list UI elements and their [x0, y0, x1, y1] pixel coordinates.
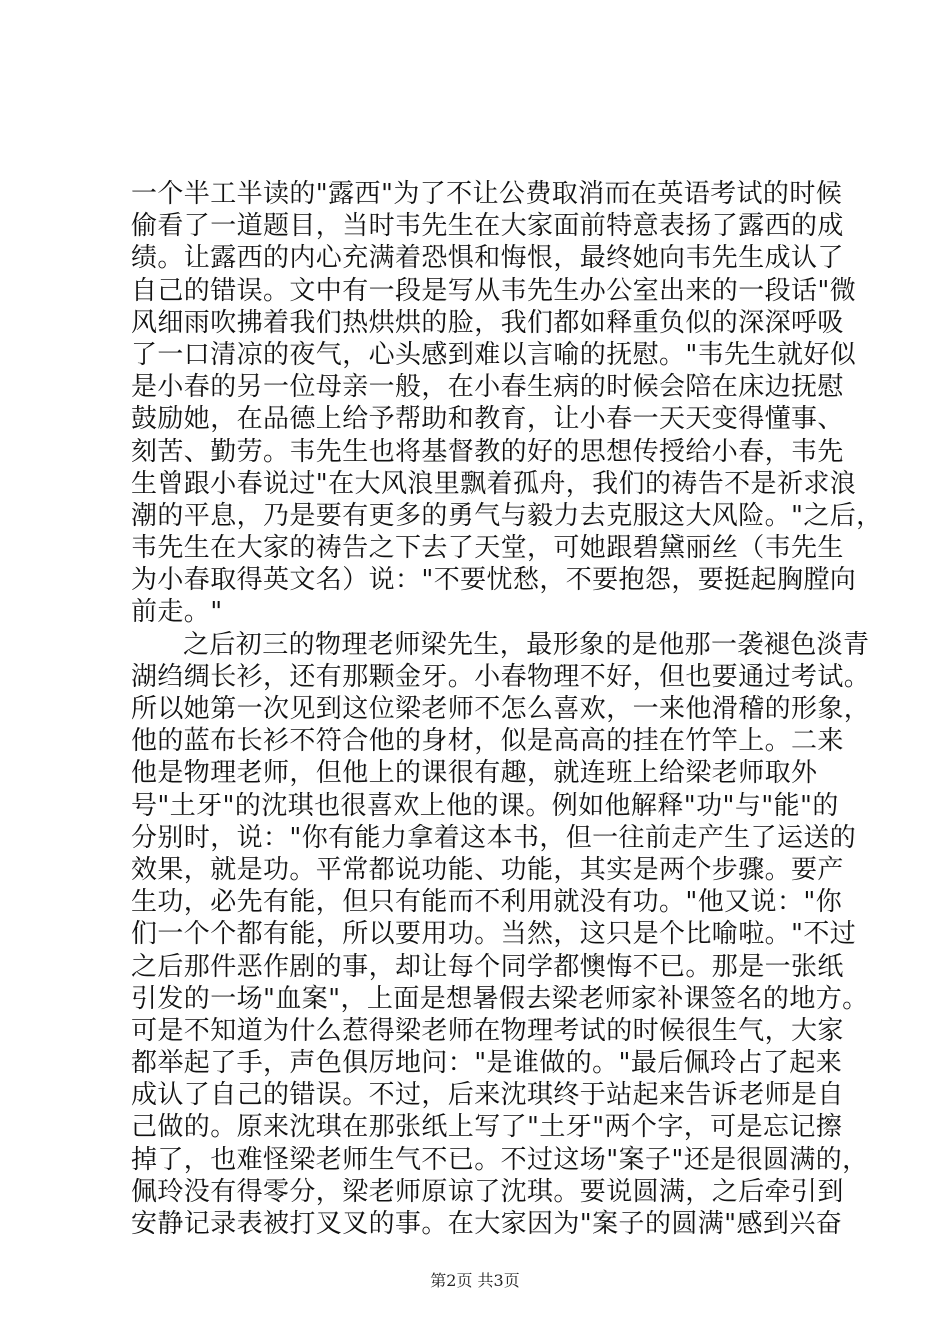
document-body: [131, 178, 883, 1240]
text-line: 安静记录表被打叉叉的事。在大家因为"案子的圆满"感到兴奋: [131, 1209, 843, 1239]
text-line: 了一口清凉的夜气，心头感到难以言喻的抚慰。"韦先生就好似: [131, 339, 857, 370]
text-line: 偷看了一道题目，当时韦先生在大家面前特意表扬了露西的成: [131, 211, 844, 242]
text-line: 掉了，也难怪梁老师生气不已。不过这场"案子"还是很圆满的，: [131, 1144, 869, 1175]
paragraph-2: [131, 629, 871, 1241]
text-line: 前走。": [131, 597, 223, 628]
text-line: 号"土牙"的沈琪也很喜欢上他的课。例如他解释"功"与"能"的: [131, 790, 839, 821]
text-line: 鼓励她，在品德上给予帮助和教育，让小春一天天变得懂事、: [131, 404, 844, 435]
text-line: 绩。让露西的内心充满着恐惧和悔恨，最终她向韦先生成认了: [131, 243, 844, 274]
text-line: 己做的。原来沈琪在那张纸上写了"土牙"两个字，可是忘记擦: [131, 1112, 843, 1143]
text-line: 自己的错误。文中有一段是写从韦先生办公室出来的一段话"微: [131, 275, 857, 306]
text-line: 所以她第一次见到这位梁老师不怎么喜欢，一来他滑稽的形象，: [131, 694, 871, 724]
text-line: 湖绉绸长衫，还有那颗金牙。小春物理不好，但也要通过考试。: [131, 661, 871, 692]
text-line: 佩玲没有得零分，梁老师原谅了沈琪。要说圆满，之后牵引到: [131, 1176, 844, 1207]
paragraph-1: [131, 178, 883, 629]
text-line: 一个半工半读的"露西"为了不让公费取消而在英语考试的时候: [131, 179, 843, 209]
text-line: 成认了自己的错误。不过，后来沈琪终于站起来告诉老师是自: [131, 1080, 844, 1111]
text-line: 为小春取得英文名）说："不要忧愁，不要抱怨，要挺起胸膛向: [131, 565, 857, 596]
text-line: 生功，必先有能，但只有能而不利用就没有功。"他又说："你: [131, 887, 843, 918]
page-number-footer: 第2页 共3页: [430, 1271, 520, 1290]
text-line: 生曾跟小春说过"在大风浪里飘着孤舟，我们的祷告不是祈求浪: [131, 468, 857, 499]
text-line: 效果，就是功。平常都说功能、功能，其实是两个步骤。要产: [131, 854, 844, 885]
text-line: 们一个个都有能，所以要用功。当然，这只是个比喻啦。"不过: [131, 919, 857, 950]
text-line: 可是不知道为什么惹得梁老师在物理考试的时候很生气，大家: [131, 1015, 844, 1046]
text-line: 都举起了手，声色俱厉地问："是谁做的。"最后佩玲占了起来: [131, 1048, 843, 1079]
text-line: 潮的平息，乃是要有更多的勇气与毅力去克服这大风险。"之后，: [131, 500, 883, 531]
text-line: 韦先生在大家的祷告之下去了天堂，可她跟碧黛丽丝（韦先生: [131, 533, 844, 564]
text-line: 他是物理老师，但他上的课很有趣，就连班上给梁老师取外: [131, 758, 818, 789]
text-line: 他的蓝布长衫不符合他的身材，似是高高的挂在竹竿上。二来: [131, 726, 844, 757]
text-line: 是小春的另一位母亲一般，在小春生病的时候会陪在床边抚慰: [131, 372, 844, 403]
text-line: 风细雨吹拂着我们热烘烘的脸，我们都如释重负似的深深呼吸: [131, 307, 844, 338]
text-line: 之后初三的物理老师梁先生，最形象的是他那一袭褪色淡青: [183, 629, 870, 660]
text-line: 分别时，说："你有能力拿着这本书，但一往前走产生了运送的: [131, 822, 857, 853]
text-line: 引发的一场"血案"，上面是想暑假去梁老师家补课签名的地方。: [131, 983, 869, 1014]
text-line: 刻苦、勤劳。韦先生也将基督教的好的思想传授给小春，韦先: [131, 436, 844, 467]
text-line: 之后那件恶作剧的事，却让每个同学都懊悔不已。那是一张纸: [131, 951, 844, 982]
